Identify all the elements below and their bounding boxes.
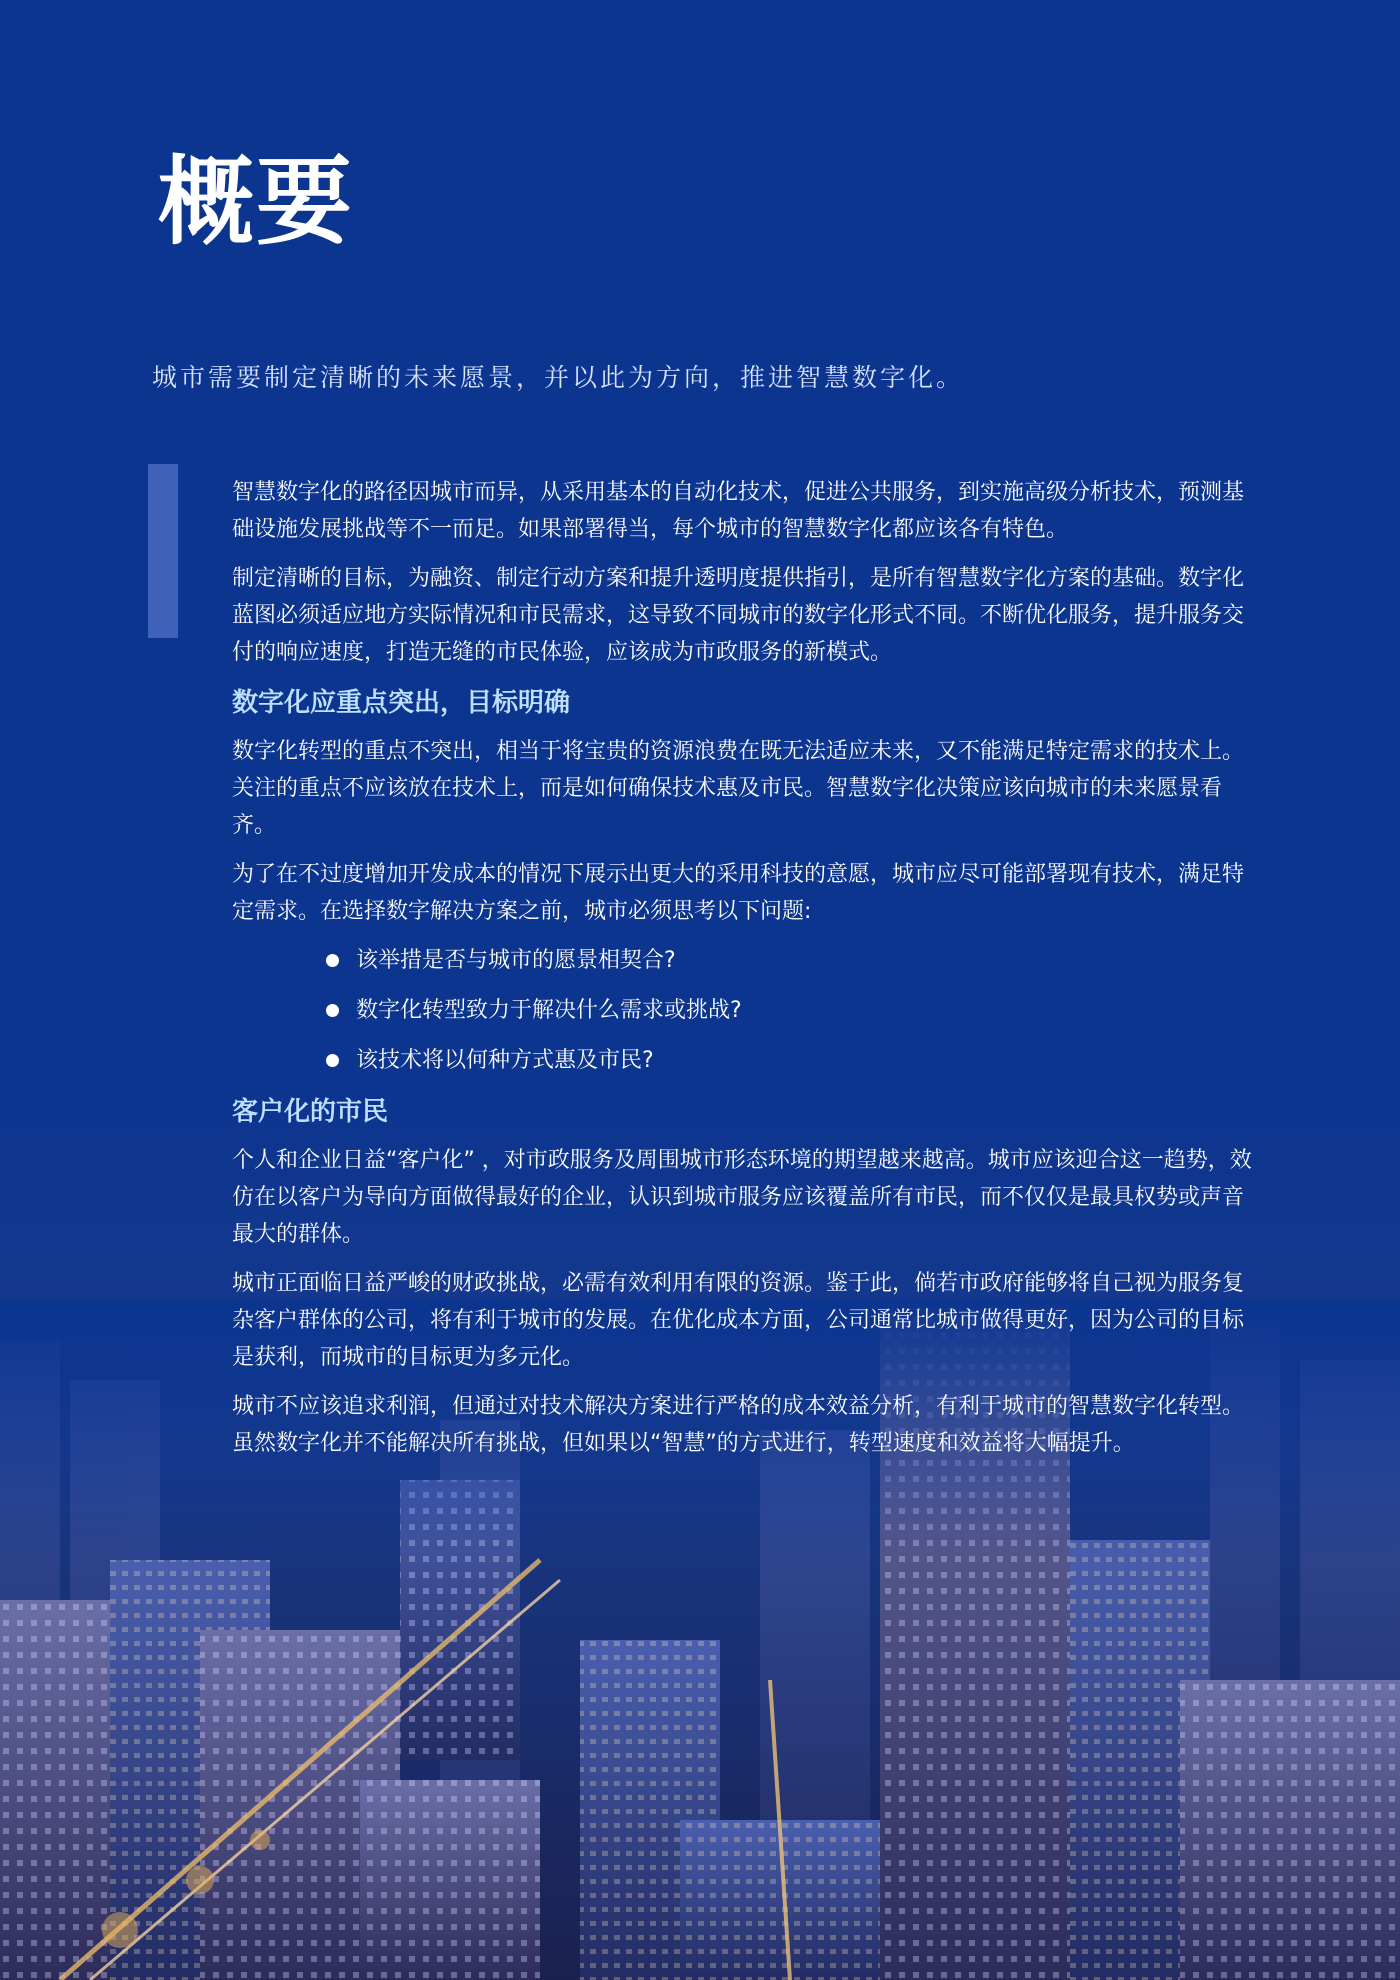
bullet-icon — [326, 1004, 339, 1017]
bullet-icon — [326, 1054, 339, 1067]
page-title: 概要 — [158, 146, 354, 258]
list-item-text: 该技术将以何种方式惠及市民? — [356, 1048, 654, 1073]
list-item — [326, 1042, 1262, 1079]
accent-bar — [148, 464, 178, 638]
question-list — [232, 942, 1262, 1079]
section1-paragraph-2: 为了在不过度增加开发成本的情况下展示出更大的采用科技的意愿，城市应尽可能部署现有技术，满足特定需求。在选择数字解决方案之前，城市必须思考以下问题: — [232, 862, 1245, 924]
page-subtitle: 城市需要制定清晰的未来愿景，并以此为方向，推进智慧数字化。 — [152, 363, 965, 392]
list-item — [326, 942, 1262, 979]
body-content — [232, 474, 1262, 1474]
list-item — [326, 992, 1262, 1029]
intro-paragraph-1: 智慧数字化的路径因城市而异，从采用基本的自动化技术，促进公共服务，到实施高级分析技术，预测基础设施发展挑战等不一而足。如果部署得当，每个城市的智慧数字化都应该各有特色。 — [232, 480, 1245, 542]
section2-paragraph-1: 个人和企业日益“客户化” ，对市政服务及周围城市形态环境的期望越来越高。城市应该迎合这一趋势，效仿在以客户为导向方面做得最好的企业，认识到城市服务应该覆盖所有市民，而不仅仅是最具权势或声音最大的群体。 — [232, 1148, 1252, 1247]
list-item-text: 数字化转型致力于解决什么需求或挑战? — [356, 998, 742, 1023]
list-item-text: 该举措是否与城市的愿景相契合? — [356, 948, 676, 973]
section1-paragraph-1: 数字化转型的重点不突出，相当于将宝贵的资源浪费在既无法适应未来，又不能满足特定需求的技术上。关注的重点不应该放在技术上，而是如何确保技术惠及市民。智慧数字化决策应该向城市的未来愿景看齐。 — [232, 739, 1245, 838]
section2-paragraph-2: 城市正面临日益严峻的财政挑战，必需有效利用有限的资源。鉴于此，倘若市政府能够将自己视为服务复杂客户群体的公司，将有利于城市的发展。在优化成本方面，公司通常比城市做得更好，因为公司的目标是获利，而城市的目标更为多元化。 — [232, 1271, 1245, 1370]
section-heading-focus: 数字化应重点突出，目标明确 — [232, 688, 571, 718]
bullet-icon — [326, 954, 339, 967]
section2-paragraph-3: 城市不应该追求利润，但通过对技术解决方案进行严格的成本效益分析，有利于城市的智慧数字化转型。虽然数字化并不能解决所有挑战，但如果以“智慧”的方式进行，转型速度和效益将大幅提升。 — [232, 1394, 1245, 1456]
intro-paragraph-2: 制定清晰的目标，为融资、制定行动方案和提升透明度提供指引，是所有智慧数字化方案的基础。数字化蓝图必须适应地方实际情况和市民需求，这导致不同城市的数字化形式不同。不断优化服务，提升服务交付的响应速度，打造无缝的市民体验，应该成为市政服务的新模式。 — [232, 566, 1245, 665]
section-heading-customer: 客户化的市民 — [232, 1097, 389, 1127]
